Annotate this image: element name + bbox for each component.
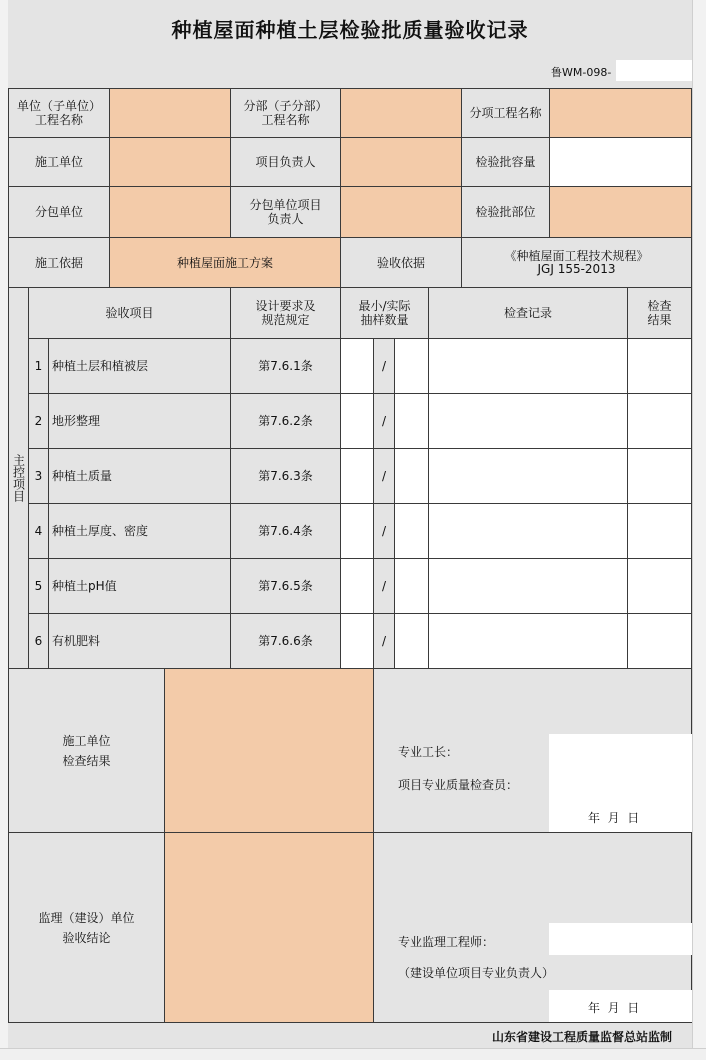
row-number: 1 [28,338,49,394]
supervisor-date: 年 月 日 [588,1001,640,1015]
quality-inspector-label: 项目专业质量检查员： [398,778,519,792]
row-clause: 第7.6.3条 [230,448,341,504]
batch-capacity-field[interactable] [549,137,692,187]
sub-pm-field[interactable] [340,186,462,238]
row-item: 种植土层和植被层 [48,338,231,394]
row-slash: / [373,613,395,669]
footer-issuer: 山东省建设工程质量监督总站监制 [491,1030,672,1044]
row-clause: 第7.6.2条 [230,393,341,449]
contractor-label: 施工单位 [8,137,110,187]
row-slash: / [373,393,395,449]
row-result[interactable] [627,558,692,614]
right-gridlines [692,0,706,1048]
subitem-name-field[interactable] [549,88,692,138]
row-min-sample[interactable] [340,448,374,504]
row-result[interactable] [627,338,692,394]
row-number: 6 [28,613,49,669]
contractor-check-field[interactable] [164,668,374,833]
row-number: 2 [28,393,49,449]
row-item: 有机肥料 [48,613,231,669]
form-code: 鲁WM-098- [551,66,612,79]
supervisor-check-field[interactable] [164,832,374,1023]
batch-location-label: 检验批部位 [461,186,550,238]
row-result[interactable] [627,613,692,669]
row-number: 3 [28,448,49,504]
row-min-sample[interactable] [340,613,374,669]
row-item: 种植土pH值 [48,558,231,614]
contractor-date: 年 月 日 [588,811,640,825]
row-result[interactable] [627,448,692,504]
foreman-label: 专业工长： [398,745,459,759]
col-header-result: 检查 结果 [627,287,692,339]
col-header-item: 验收项目 [28,287,231,339]
main-control-group-text: 主控项目 [11,454,26,502]
row-actual-sample[interactable] [394,393,429,449]
division-name-label: 分部（子分部） 工程名称 [230,88,341,138]
form-code-input[interactable] [616,60,692,81]
supervisor-check-label: 监理（建设）单位 验收结论 [8,832,165,1023]
row-item: 地形整理 [48,393,231,449]
acceptance-basis-value: 《种植屋面工程技术规程》 JGJ 155-2013 [461,237,692,288]
subcontractor-label: 分包单位 [8,186,110,238]
unit-name-field[interactable] [109,88,231,138]
col-header-record: 检查记录 [428,287,628,339]
bottom-strip [0,1048,706,1060]
row-min-sample[interactable] [340,503,374,559]
acceptance-basis-label: 验收依据 [340,237,462,288]
row-actual-sample[interactable] [394,558,429,614]
unit-name-label: 单位（子单位） 工程名称 [8,88,110,138]
main-control-group-label [8,287,29,669]
sub-pm-label: 分包单位项目 负责人 [230,186,341,238]
supervisor-engineer-field[interactable] [549,923,692,955]
row-record[interactable] [428,448,628,504]
subcontractor-field[interactable] [109,186,231,238]
form-title: 种植屋面种植土层检验批质量验收记录 [171,18,529,42]
row-slash: / [373,558,395,614]
row-record[interactable] [428,338,628,394]
row-clause: 第7.6.5条 [230,558,341,614]
row-actual-sample[interactable] [394,613,429,669]
construction-basis-value[interactable]: 种植屋面施工方案 [109,237,341,288]
project-manager-label: 项目负责人 [230,137,341,187]
row-result[interactable] [627,393,692,449]
row-result[interactable] [627,503,692,559]
row-actual-sample[interactable] [394,503,429,559]
batch-location-field[interactable] [549,186,692,238]
row-clause: 第7.6.6条 [230,613,341,669]
division-name-field[interactable] [340,88,462,138]
col-header-requirement: 设计要求及 规范规定 [230,287,341,339]
row-min-sample[interactable] [340,338,374,394]
project-manager-field[interactable] [340,137,462,187]
contractor-check-label: 施工单位 检查结果 [8,668,165,833]
contractor-field[interactable] [109,137,231,187]
row-clause: 第7.6.4条 [230,503,341,559]
row-actual-sample[interactable] [394,338,429,394]
row-record[interactable] [428,393,628,449]
row-actual-sample[interactable] [394,448,429,504]
row-number: 4 [28,503,49,559]
row-min-sample[interactable] [340,558,374,614]
row-clause: 第7.6.1条 [230,338,341,394]
row-item: 种植土质量 [48,448,231,504]
row-slash: / [373,448,395,504]
row-item: 种植土厚度、密度 [48,503,231,559]
row-min-sample[interactable] [340,393,374,449]
construction-basis-label: 施工依据 [8,237,110,288]
row-number: 5 [28,558,49,614]
col-header-sample: 最小/实际 抽样数量 [340,287,429,339]
subitem-name-label: 分项工程名称 [461,88,550,138]
row-record[interactable] [428,503,628,559]
owner-representative-label: （建设单位项目专业负责人） [398,966,555,980]
row-record[interactable] [428,558,628,614]
row-slash: / [373,338,395,394]
supervising-engineer-label: 专业监理工程师： [398,935,495,949]
batch-capacity-label: 检验批容量 [461,137,550,187]
row-record[interactable] [428,613,628,669]
row-slash: / [373,503,395,559]
